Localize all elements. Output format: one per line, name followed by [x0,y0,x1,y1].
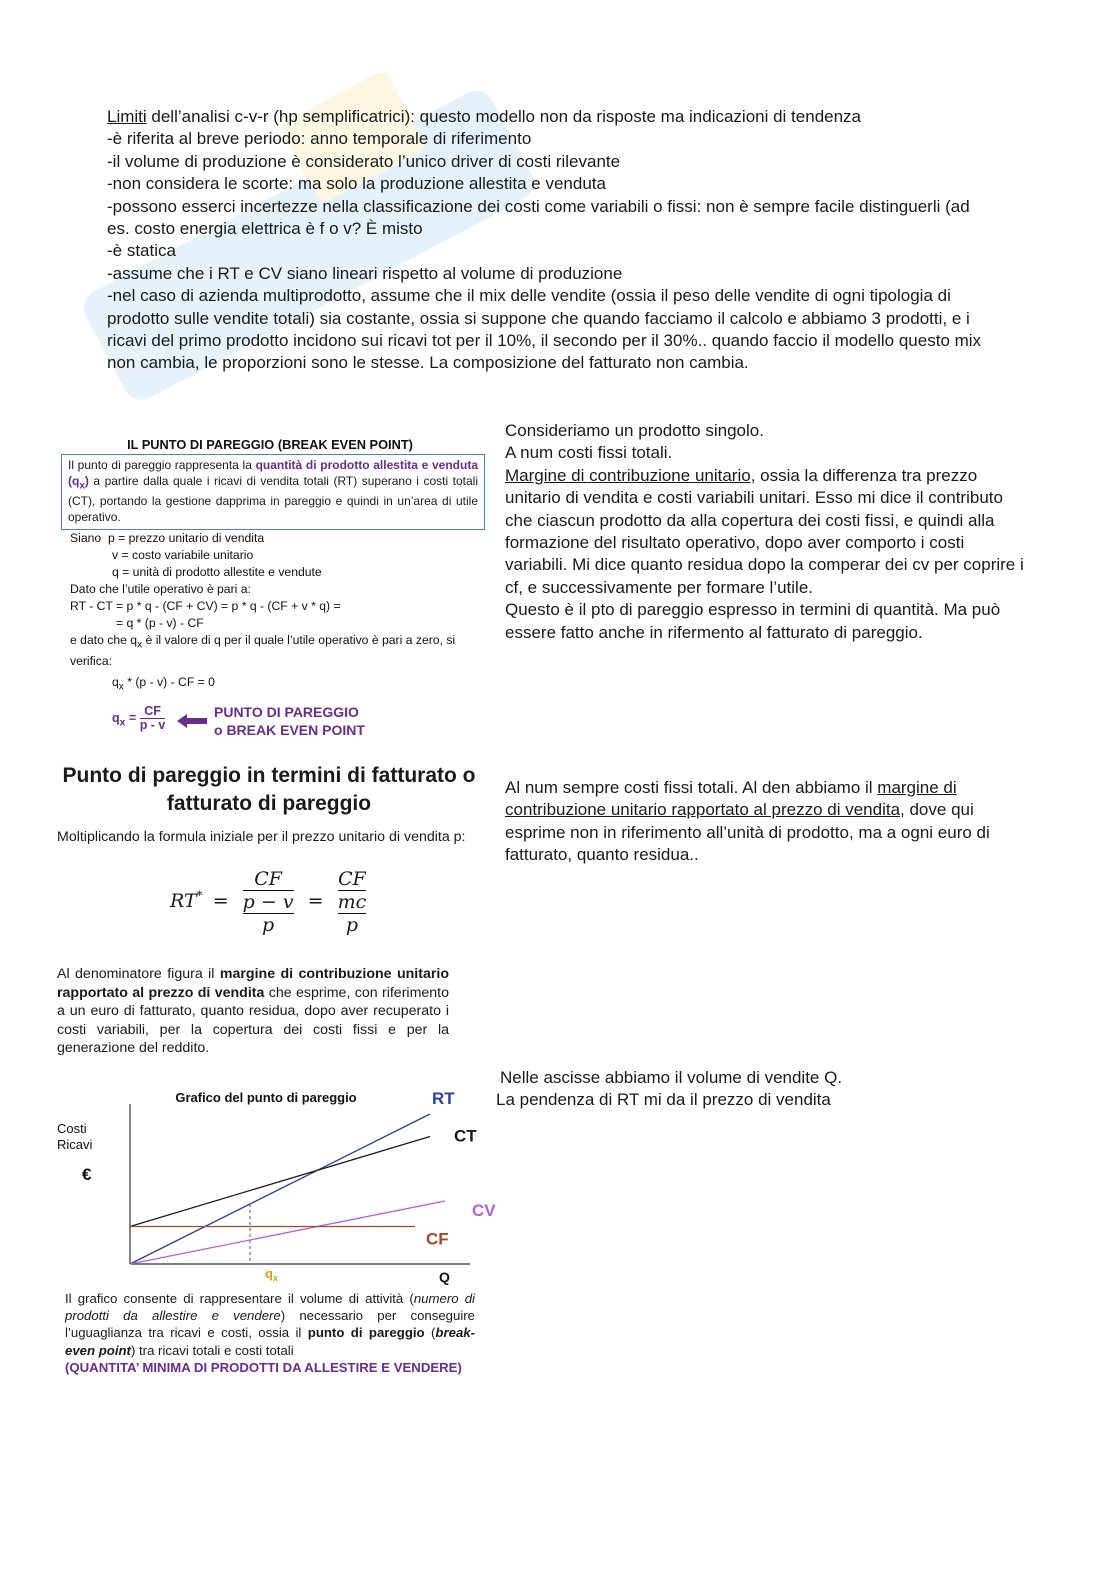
series-line-cv [130,1201,445,1264]
right-notes-1 [505,420,1025,644]
caption-italic: numero di prodotti da allestire e vendere [65,1291,475,1324]
qx-denominator: p - v [139,718,166,732]
limiti-line: -nel caso di azienda multiprodotto, assume che il mix delle vendite (ossia il peso delle vendite di ogni tipologia di prodotto sulle vendite totali) sia costante, ossia si suppone che quando facciamo il calcolo e abbiamo 3 prodotti, e i ricavi del primo prodotto incidono sui ricavi tot per il 10%, il secondo per il 30%.. quando faccio il modello questo mix non cambia, le proporzioni sono le stesse. La composizione del fatturato non cambia. [107,286,982,373]
note-underlined: margine di contribuzione unitario rapportato al prezzo di vendita [505,778,957,820]
y-unit-euro: € [82,1165,92,1184]
break-even-sub: x [272,1273,278,1283]
limiti-notes [107,106,987,375]
fraction-pv-top [243,868,294,914]
denom-text-a: Al denominatore figura il [57,966,220,982]
fraction-mc-den: p [345,914,359,936]
limiti-line: -non considera le scorte: ma solo la produzione allestita e venduta [107,174,606,194]
denom-text-bold: margine di contribuzione unitario rapportato al prezzo di vendita [57,966,449,1001]
note-line: La pendenza di RT mi da il prezzo di vendita [496,1090,831,1110]
bep-label-line1: PUNTO DI PAREGGIO [214,704,359,720]
chart-caption [65,1290,475,1376]
series-label-rt: RT [432,1089,455,1108]
fraction-pv [243,868,294,936]
fraction-pv-num: CF [243,868,294,891]
caption-text: ( [424,1325,436,1341]
qx-fraction [140,705,166,732]
right-notes-2 [505,777,1025,867]
def-p: p = prezzo unitario di vendita [107,531,265,545]
arrow-left-icon [177,714,207,728]
caption-highlight: (QUANTITA’ MINIMA DI PRODOTTI DA ALLESTIRE E VENDERE) [65,1359,462,1375]
bep-highlight-close: ) [84,473,89,488]
qx-equals: = [125,710,140,725]
limiti-line: -il volume di produzione è considerato l’unico driver di costi rilevante [107,151,621,171]
fatturato-title: Punto di pareggio in termini di fatturato o fatturato di pareggio [62,764,476,815]
fatturato-intro: Moltiplicando la formula iniziale per il prezzo unitario di vendita p: [57,829,466,845]
note-line: A num costi fissi totali. [505,443,673,463]
bep-formulas [70,530,490,696]
rt-formula [170,868,370,936]
break-even-label [265,1266,278,1283]
fraction-pv-mid: p − v [242,891,294,913]
limiti-title: Limiti [107,107,147,126]
qx-symbol: q [112,710,120,725]
bep-text: Il punto di pareggio rappresenta la [68,458,256,472]
qx-sub: x [119,717,126,729]
bep-highlight-sub: x [79,480,85,492]
equals-sign-2: = [307,890,324,912]
chart-title: Grafico del punto di pareggio [175,1090,357,1105]
eq3-rest: * (p - v) - CF = 0 [123,675,215,690]
equation-utile-2: = q * (p - v) - CF [116,616,204,630]
limiti-title-rest: dell’analisi c-v-r (hp semplificatrici): questo modello non da risposte ma indicazioni di tendenza [146,107,862,126]
fraction-pv-den: p [262,914,275,936]
dato2-text-rest: è il valore di q per il quale l’utile operativo è pari a zero, si verifica: [70,633,456,669]
equals-sign: = [212,890,229,912]
fraction-mc-mid: mc [337,891,367,913]
bep-highlight-text: quantità di prodotto allestita e venduta (q [68,458,478,488]
qx-formula [112,705,165,732]
def-q: q = unità di prodotto allestite e vendute [112,565,322,579]
eq3-q: q [112,675,119,690]
note-text-after: , dove qui esprime non in riferimento all’unità di prodotto, ma a ogni euro di fatturato, quanto residua.. [505,800,990,865]
bep-definition-box [61,454,485,530]
break-even-chart [55,1082,496,1292]
y-label-costi: Costi [57,1121,87,1136]
note-line: Consideriamo un prodotto singolo. [505,421,764,440]
dato2-text: e dato che q [70,633,138,647]
x-label-q: Q [439,1269,450,1285]
note-text: Al num sempre costi fissi totali. Al den abbiamo il [505,778,878,797]
mc-text: , ossia la differenza tra prezzo unitario di vendita e costi variabili unitari. Esso mi dice il contributo che ciascun prodotto da alla copertura dei costi fissi, e quindi alla formazione del risultato operativo, dopo aver comporto i costi variabili. Mi dice quanto residua dopo la comperar dei cv per coprire i cf, e successivamente per formare l’utile. [505,465,1024,597]
right-notes-3 [496,1067,1020,1112]
series-line-rt [130,1114,430,1264]
series-label-cv: CV [472,1201,496,1220]
caption-text: ) tra ricavi totali e costi totali [130,1342,294,1358]
def-v: v = costo variabile unitario [112,548,254,562]
dato-text: Dato che l’utile operativo è pari a: [70,582,251,596]
limiti-line: -assume che i RT e CV siano lineari rispetto al volume di produzione [107,263,623,283]
limiti-line: -è statica [107,241,176,261]
rt-symbol: RT [170,890,197,912]
caption-text: Il grafico consente di rappresentare il volume di attività ( [65,1291,414,1306]
break-even-q: q [265,1266,273,1281]
equation-utile: RT - CT = p * q - (CF + CV) = p * q - (CF + v * q) = [70,599,341,613]
limiti-line: -è riferita al breve periodo: anno temporale di riferimento [107,129,532,149]
bep-text-rest: a partire dalla quale i ricavi di vendita totali (RT) superano i costi totali (CT), portando la gestione dapprima in pareggio e quindi in un’area di utile operativo. [68,473,478,524]
siano-label: Siano [70,531,102,545]
caption-bold: punto di pareggio [307,1325,425,1341]
series-label-ct: CT [454,1126,477,1146]
limiti-line: -possono esserci incertezze nella classificazione dei costi come variabili o fissi: non è sempre facile distinguerli (ad es. costo energia elettrica è f o v? È misto [107,196,970,239]
bep-label [214,703,365,739]
fraction-mc [338,868,367,936]
qx-numerator: CF [140,705,166,719]
fraction-mc-top [338,868,367,914]
chart-plot-area [130,1089,496,1264]
note-line: Nelle ascisse abbiamo il volume di vendite Q. [500,1068,843,1087]
y-label-ricavi: Ricavi [57,1137,93,1152]
note-line: Questo è il pto di pareggio espresso in termini di quantità. Ma può essere fatto anche in rifermento al fatturato di pareggio. [505,600,1001,642]
denom-text-c: che esprime, con riferimento a un euro di fatturato, quanto residua, dopo aver recuperato i costi variabili, per la copertura dei costi fissi e per la generazione del reddito. [57,984,449,1056]
eq3-sub: x [118,681,124,693]
bep-label-line2: o BREAK EVEN POINT [214,722,365,738]
fraction-mc-num: CF [338,868,366,890]
caption-bold-italic: break-even point [65,1325,476,1358]
caption-text: ) necessario per conseguire l’uguaglianza tra ricavi e costi, ossia il [65,1308,476,1341]
rt-sup: * [196,888,203,903]
dato2-sub: x [137,639,143,651]
mc-term: Margine di contribuzione unitario [505,465,751,485]
series-label-cf: CF [426,1229,449,1249]
bep-slide-title: IL PUNTO DI PAREGGIO (BREAK EVEN POINT) [127,437,413,452]
denominator-text [57,965,449,1058]
